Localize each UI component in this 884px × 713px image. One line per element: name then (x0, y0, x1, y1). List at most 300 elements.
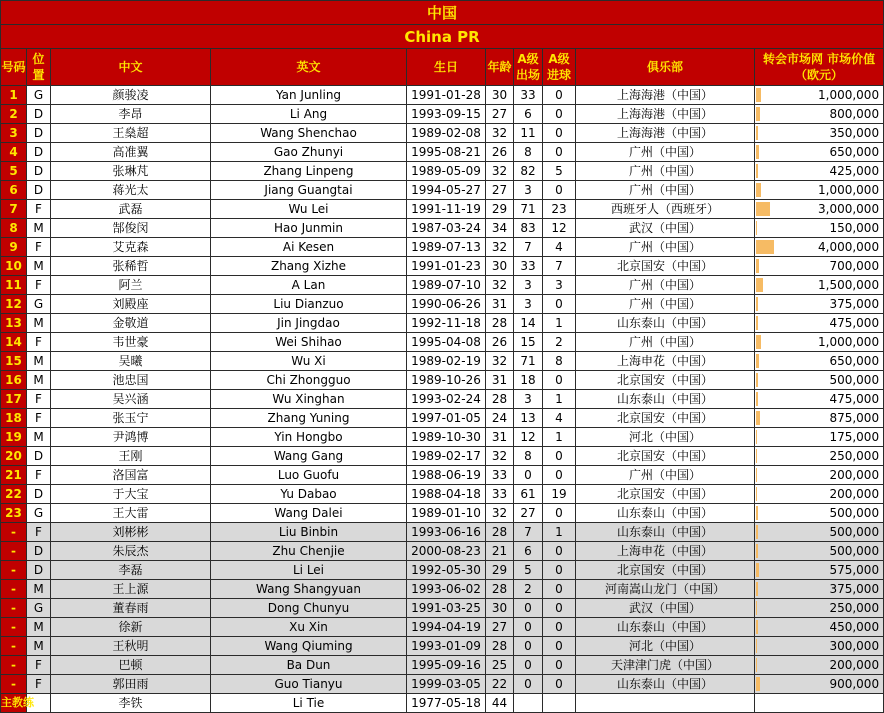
market-value-bar (756, 677, 760, 691)
player-age: 21 (486, 542, 514, 561)
player-position: G (27, 504, 51, 523)
player-position: G (27, 599, 51, 618)
player-chinese-name: 韦世豪 (51, 333, 211, 352)
player-position: F (27, 523, 51, 542)
player-chinese-name: 张稀哲 (51, 257, 211, 276)
player-number: 14 (1, 333, 27, 352)
player-goals: 19 (543, 485, 576, 504)
player-position: F (27, 675, 51, 694)
player-english-name: Jin Jingdao (211, 314, 407, 333)
player-position: D (27, 124, 51, 143)
player-goals: 4 (543, 238, 576, 257)
player-row (1, 124, 884, 143)
player-birthday: 1989-02-17 (407, 447, 486, 466)
player-row (1, 618, 884, 637)
player-number: - (1, 675, 27, 694)
player-position: F (27, 466, 51, 485)
player-goals: 1 (543, 523, 576, 542)
player-club: 上海海港（中国） (576, 105, 755, 124)
player-age: 32 (486, 504, 514, 523)
market-value-text: 200,000 (829, 658, 880, 672)
player-english-name: Li Tie (211, 694, 407, 713)
player-market-value (755, 238, 884, 257)
header-position: 位置 (27, 49, 51, 86)
player-goals: 0 (543, 124, 576, 143)
player-english-name: Wu Xinghan (211, 390, 407, 409)
player-birthday: 1992-11-18 (407, 314, 486, 333)
player-chinese-name: 郜俊闵 (51, 219, 211, 238)
player-age: 44 (486, 694, 514, 713)
market-value-bar (756, 126, 758, 140)
player-club: 广州（中国） (576, 466, 755, 485)
market-value-text: 1,000,000 (818, 88, 880, 102)
market-value-text: 650,000 (829, 145, 880, 159)
player-market-value (755, 181, 884, 200)
player-caps: 3 (514, 295, 543, 314)
player-chinese-name: 颜骏凌 (51, 86, 211, 105)
player-chinese-name: 张玉宁 (51, 409, 211, 428)
player-position: M (27, 219, 51, 238)
player-club: 广州（中国） (576, 162, 755, 181)
player-club: 西班牙人（西班牙） (576, 200, 755, 219)
player-chinese-name: 郭田雨 (51, 675, 211, 694)
market-value-bar (756, 354, 759, 368)
player-number: - (1, 561, 27, 580)
header-number: 号码 (1, 49, 27, 86)
player-row (1, 181, 884, 200)
header-goals: A级进球 (543, 49, 576, 86)
market-value-text: 500,000 (829, 525, 880, 539)
player-english-name: Dong Chunyu (211, 599, 407, 618)
player-market-value (755, 124, 884, 143)
player-club: 山东泰山（中国） (576, 675, 755, 694)
player-club: 河北（中国） (576, 637, 755, 656)
market-value-text: 4,000,000 (818, 240, 880, 254)
player-position: M (27, 314, 51, 333)
player-number: 20 (1, 447, 27, 466)
player-position: F (27, 238, 51, 257)
player-caps: 8 (514, 143, 543, 162)
player-goals: 2 (543, 333, 576, 352)
player-age: 32 (486, 352, 514, 371)
player-age: 30 (486, 599, 514, 618)
player-birthday: 1991-01-28 (407, 86, 486, 105)
market-value-bar (756, 601, 757, 615)
player-age: 32 (486, 162, 514, 181)
player-english-name: Yu Dabao (211, 485, 407, 504)
player-english-name: A Lan (211, 276, 407, 295)
player-birthday: 1995-08-21 (407, 143, 486, 162)
player-market-value (755, 295, 884, 314)
market-value-text: 875,000 (829, 411, 880, 425)
market-value-bar (756, 373, 758, 387)
player-market-value (755, 219, 884, 238)
player-birthday: 1991-11-19 (407, 200, 486, 219)
market-value-bar (756, 259, 759, 273)
player-goals: 23 (543, 200, 576, 219)
player-english-name: Luo Guofu (211, 466, 407, 485)
player-age: 31 (486, 371, 514, 390)
player-position: M (27, 257, 51, 276)
header-age: 年龄 (486, 49, 514, 86)
player-chinese-name: 艾克森 (51, 238, 211, 257)
player-club: 上海海港（中国） (576, 86, 755, 105)
player-caps: 33 (514, 86, 543, 105)
player-caps: 12 (514, 428, 543, 447)
player-birthday: 1990-06-26 (407, 295, 486, 314)
player-position: M (27, 618, 51, 637)
player-club: 北京国安（中国） (576, 371, 755, 390)
player-birthday: 1992-05-30 (407, 561, 486, 580)
player-row (1, 238, 884, 257)
player-position: F (27, 276, 51, 295)
market-value-text: 450,000 (829, 620, 880, 634)
player-market-value (755, 333, 884, 352)
player-market-value (755, 371, 884, 390)
player-goals: 0 (543, 561, 576, 580)
player-caps: 33 (514, 257, 543, 276)
player-row (1, 466, 884, 485)
player-caps: 5 (514, 561, 543, 580)
player-market-value (755, 162, 884, 181)
player-row (1, 523, 884, 542)
market-value-text: 350,000 (829, 126, 880, 140)
player-goals: 5 (543, 162, 576, 181)
player-english-name: Ai Kesen (211, 238, 407, 257)
player-market-value (755, 599, 884, 618)
player-age: 28 (486, 390, 514, 409)
market-value-bar (756, 240, 774, 254)
player-english-name: Hao Junmin (211, 219, 407, 238)
player-market-value (755, 352, 884, 371)
player-goals: 0 (543, 656, 576, 675)
player-position: M (27, 352, 51, 371)
market-value-bar (756, 88, 761, 102)
player-goals: 0 (543, 295, 576, 314)
player-caps: 0 (514, 637, 543, 656)
player-caps: 0 (514, 466, 543, 485)
player-position: F (27, 200, 51, 219)
player-club: 武汉（中国） (576, 219, 755, 238)
market-value-text: 200,000 (829, 487, 880, 501)
team-title-english: China PR (1, 25, 884, 49)
player-age: 31 (486, 295, 514, 314)
player-birthday: 1989-02-19 (407, 352, 486, 371)
player-club: 北京国安（中国） (576, 561, 755, 580)
player-market-value (755, 618, 884, 637)
player-age: 25 (486, 656, 514, 675)
player-goals: 7 (543, 257, 576, 276)
player-position: D (27, 162, 51, 181)
market-value-text: 200,000 (829, 468, 880, 482)
player-number: 1 (1, 86, 27, 105)
player-chinese-name: 董春雨 (51, 599, 211, 618)
player-birthday: 1977-05-18 (407, 694, 486, 713)
market-value-bar (756, 183, 761, 197)
player-caps: 0 (514, 675, 543, 694)
player-caps: 3 (514, 390, 543, 409)
player-chinese-name: 吴曦 (51, 352, 211, 371)
player-row (1, 580, 884, 599)
market-value-text: 1,000,000 (818, 335, 880, 349)
player-row (1, 504, 884, 523)
market-value-bar (756, 164, 758, 178)
player-english-name: Liu Binbin (211, 523, 407, 542)
player-english-name: Gao Zhunyi (211, 143, 407, 162)
market-value-text: 475,000 (829, 316, 880, 330)
player-row (1, 428, 884, 447)
player-club: 上海海港（中国） (576, 124, 755, 143)
market-value-text: 1,000,000 (818, 183, 880, 197)
player-age: 26 (486, 333, 514, 352)
player-position: G (27, 295, 51, 314)
player-row (1, 257, 884, 276)
player-number: 2 (1, 105, 27, 124)
market-value-text: 1,500,000 (818, 278, 880, 292)
player-position: M (27, 371, 51, 390)
market-value-bar (756, 525, 758, 539)
player-row (1, 561, 884, 580)
player-english-name: Yin Hongbo (211, 428, 407, 447)
player-birthday: 1994-04-19 (407, 618, 486, 637)
player-club: 广州（中国） (576, 333, 755, 352)
market-value-bar (756, 335, 761, 349)
player-row (1, 162, 884, 181)
market-value-text: 800,000 (829, 107, 880, 121)
player-market-value (755, 276, 884, 295)
player-row (1, 105, 884, 124)
player-chinese-name: 王大雷 (51, 504, 211, 523)
player-market-value (755, 485, 884, 504)
player-caps: 82 (514, 162, 543, 181)
player-position: F (27, 333, 51, 352)
player-goals: 1 (543, 314, 576, 333)
player-chinese-name: 于大宝 (51, 485, 211, 504)
player-number: 8 (1, 219, 27, 238)
player-position: G (27, 86, 51, 105)
player-caps: 18 (514, 371, 543, 390)
player-chinese-name: 徐新 (51, 618, 211, 637)
player-club: 河北（中国） (576, 428, 755, 447)
player-english-name: Liu Dianzuo (211, 295, 407, 314)
player-goals: 0 (543, 618, 576, 637)
player-chinese-name: 刘彬彬 (51, 523, 211, 542)
market-value-text: 500,000 (829, 506, 880, 520)
player-caps: 6 (514, 105, 543, 124)
player-market-value (755, 200, 884, 219)
market-value-bar (756, 278, 763, 292)
player-position: F (27, 390, 51, 409)
player-birthday: 1993-06-02 (407, 580, 486, 599)
market-value-bar (756, 506, 758, 520)
player-birthday: 1988-04-18 (407, 485, 486, 504)
player-club: 武汉（中国） (576, 599, 755, 618)
player-number: 19 (1, 428, 27, 447)
player-caps: 14 (514, 314, 543, 333)
player-number: 12 (1, 295, 27, 314)
player-caps: 0 (514, 656, 543, 675)
player-caps: 0 (514, 599, 543, 618)
market-value-bar (756, 563, 759, 577)
market-value-bar (756, 430, 757, 444)
player-birthday: 2000-08-23 (407, 542, 486, 561)
player-birthday: 1999-03-05 (407, 675, 486, 694)
player-age: 22 (486, 675, 514, 694)
player-market-value (755, 694, 884, 713)
player-age: 30 (486, 86, 514, 105)
player-caps: 0 (514, 618, 543, 637)
market-value-bar (756, 392, 758, 406)
player-market-value (755, 390, 884, 409)
player-row (1, 675, 884, 694)
player-market-value (755, 580, 884, 599)
player-chinese-name: 高准翼 (51, 143, 211, 162)
player-chinese-name: 王燊超 (51, 124, 211, 143)
player-caps: 2 (514, 580, 543, 599)
player-caps: 83 (514, 219, 543, 238)
player-age: 27 (486, 181, 514, 200)
player-club (576, 694, 755, 713)
player-goals: 1 (543, 428, 576, 447)
player-club: 北京国安（中国） (576, 257, 755, 276)
player-club: 上海申花（中国） (576, 352, 755, 371)
player-english-name: Li Lei (211, 561, 407, 580)
player-age: 28 (486, 580, 514, 599)
market-value-text: 650,000 (829, 354, 880, 368)
player-age: 32 (486, 447, 514, 466)
player-number: - (1, 580, 27, 599)
market-value-bar (756, 639, 757, 653)
player-chinese-name: 尹鸿博 (51, 428, 211, 447)
player-caps (514, 694, 543, 713)
player-caps: 7 (514, 523, 543, 542)
player-goals: 0 (543, 371, 576, 390)
player-number: 10 (1, 257, 27, 276)
player-birthday: 1989-05-09 (407, 162, 486, 181)
player-number: - (1, 618, 27, 637)
player-birthday: 1993-01-09 (407, 637, 486, 656)
market-value-bar (756, 468, 757, 482)
player-birthday: 1988-06-19 (407, 466, 486, 485)
player-number: 23 (1, 504, 27, 523)
player-english-name: Wei Shihao (211, 333, 407, 352)
player-number: - (1, 599, 27, 618)
player-birthday: 1993-06-16 (407, 523, 486, 542)
player-club: 广州（中国） (576, 276, 755, 295)
market-value-bar (756, 221, 757, 235)
market-value-text: 500,000 (829, 544, 880, 558)
player-english-name: Xu Xin (211, 618, 407, 637)
player-number: 7 (1, 200, 27, 219)
player-market-value (755, 409, 884, 428)
player-market-value (755, 504, 884, 523)
player-number: - (1, 542, 27, 561)
player-goals: 0 (543, 580, 576, 599)
player-row (1, 637, 884, 656)
player-goals: 3 (543, 276, 576, 295)
player-number: 15 (1, 352, 27, 371)
player-english-name: Wang Shenchao (211, 124, 407, 143)
player-number: - (1, 656, 27, 675)
player-caps: 71 (514, 200, 543, 219)
player-chinese-name: 蒋光太 (51, 181, 211, 200)
team-title-chinese: 中国 (1, 1, 884, 25)
player-birthday: 1997-01-05 (407, 409, 486, 428)
player-english-name: Wang Qiuming (211, 637, 407, 656)
player-club: 北京国安（中国） (576, 409, 755, 428)
market-value-text: 375,000 (829, 297, 880, 311)
player-number: 6 (1, 181, 27, 200)
player-number: 3 (1, 124, 27, 143)
player-row (1, 314, 884, 333)
player-birthday: 1993-02-24 (407, 390, 486, 409)
market-value-bar (756, 316, 758, 330)
player-birthday: 1989-07-13 (407, 238, 486, 257)
market-value-text: 150,000 (829, 221, 880, 235)
player-row (1, 143, 884, 162)
player-age: 29 (486, 200, 514, 219)
player-goals: 0 (543, 675, 576, 694)
player-club: 天津津门虎（中国） (576, 656, 755, 675)
player-goals: 0 (543, 504, 576, 523)
player-age: 33 (486, 466, 514, 485)
player-club: 山东泰山（中国） (576, 618, 755, 637)
player-caps: 3 (514, 181, 543, 200)
player-birthday: 1989-07-10 (407, 276, 486, 295)
player-club: 山东泰山（中国） (576, 314, 755, 333)
market-value-text: 250,000 (829, 601, 880, 615)
player-market-value (755, 428, 884, 447)
player-caps: 6 (514, 542, 543, 561)
player-english-name: Zhang Linpeng (211, 162, 407, 181)
market-value-bar (756, 620, 758, 634)
player-birthday: 1989-02-08 (407, 124, 486, 143)
player-number: - (1, 523, 27, 542)
player-club: 河南嵩山龙门（中国） (576, 580, 755, 599)
player-caps: 15 (514, 333, 543, 352)
player-english-name: Zhu Chenjie (211, 542, 407, 561)
player-club: 广州（中国） (576, 181, 755, 200)
market-value-bar (756, 487, 757, 501)
player-age: 34 (486, 219, 514, 238)
player-market-value (755, 656, 884, 675)
coach-row (1, 694, 884, 713)
market-value-text: 425,000 (829, 164, 880, 178)
player-chinese-name: 巴顿 (51, 656, 211, 675)
player-position: M (27, 580, 51, 599)
market-value-bar (756, 411, 760, 425)
player-market-value (755, 86, 884, 105)
market-value-text: 175,000 (829, 430, 880, 444)
player-english-name: Ba Dun (211, 656, 407, 675)
player-market-value (755, 542, 884, 561)
player-number: 主教练 (1, 694, 27, 713)
player-position: D (27, 143, 51, 162)
player-row (1, 485, 884, 504)
player-birthday: 1995-09-16 (407, 656, 486, 675)
player-age: 32 (486, 238, 514, 257)
player-goals: 0 (543, 599, 576, 618)
player-number: 21 (1, 466, 27, 485)
player-birthday: 1993-09-15 (407, 105, 486, 124)
player-english-name: Guo Tianyu (211, 675, 407, 694)
player-chinese-name: 朱辰杰 (51, 542, 211, 561)
player-chinese-name: 李昂 (51, 105, 211, 124)
player-row (1, 390, 884, 409)
player-club: 山东泰山（中国） (576, 504, 755, 523)
player-market-value (755, 143, 884, 162)
player-chinese-name: 池忠国 (51, 371, 211, 390)
